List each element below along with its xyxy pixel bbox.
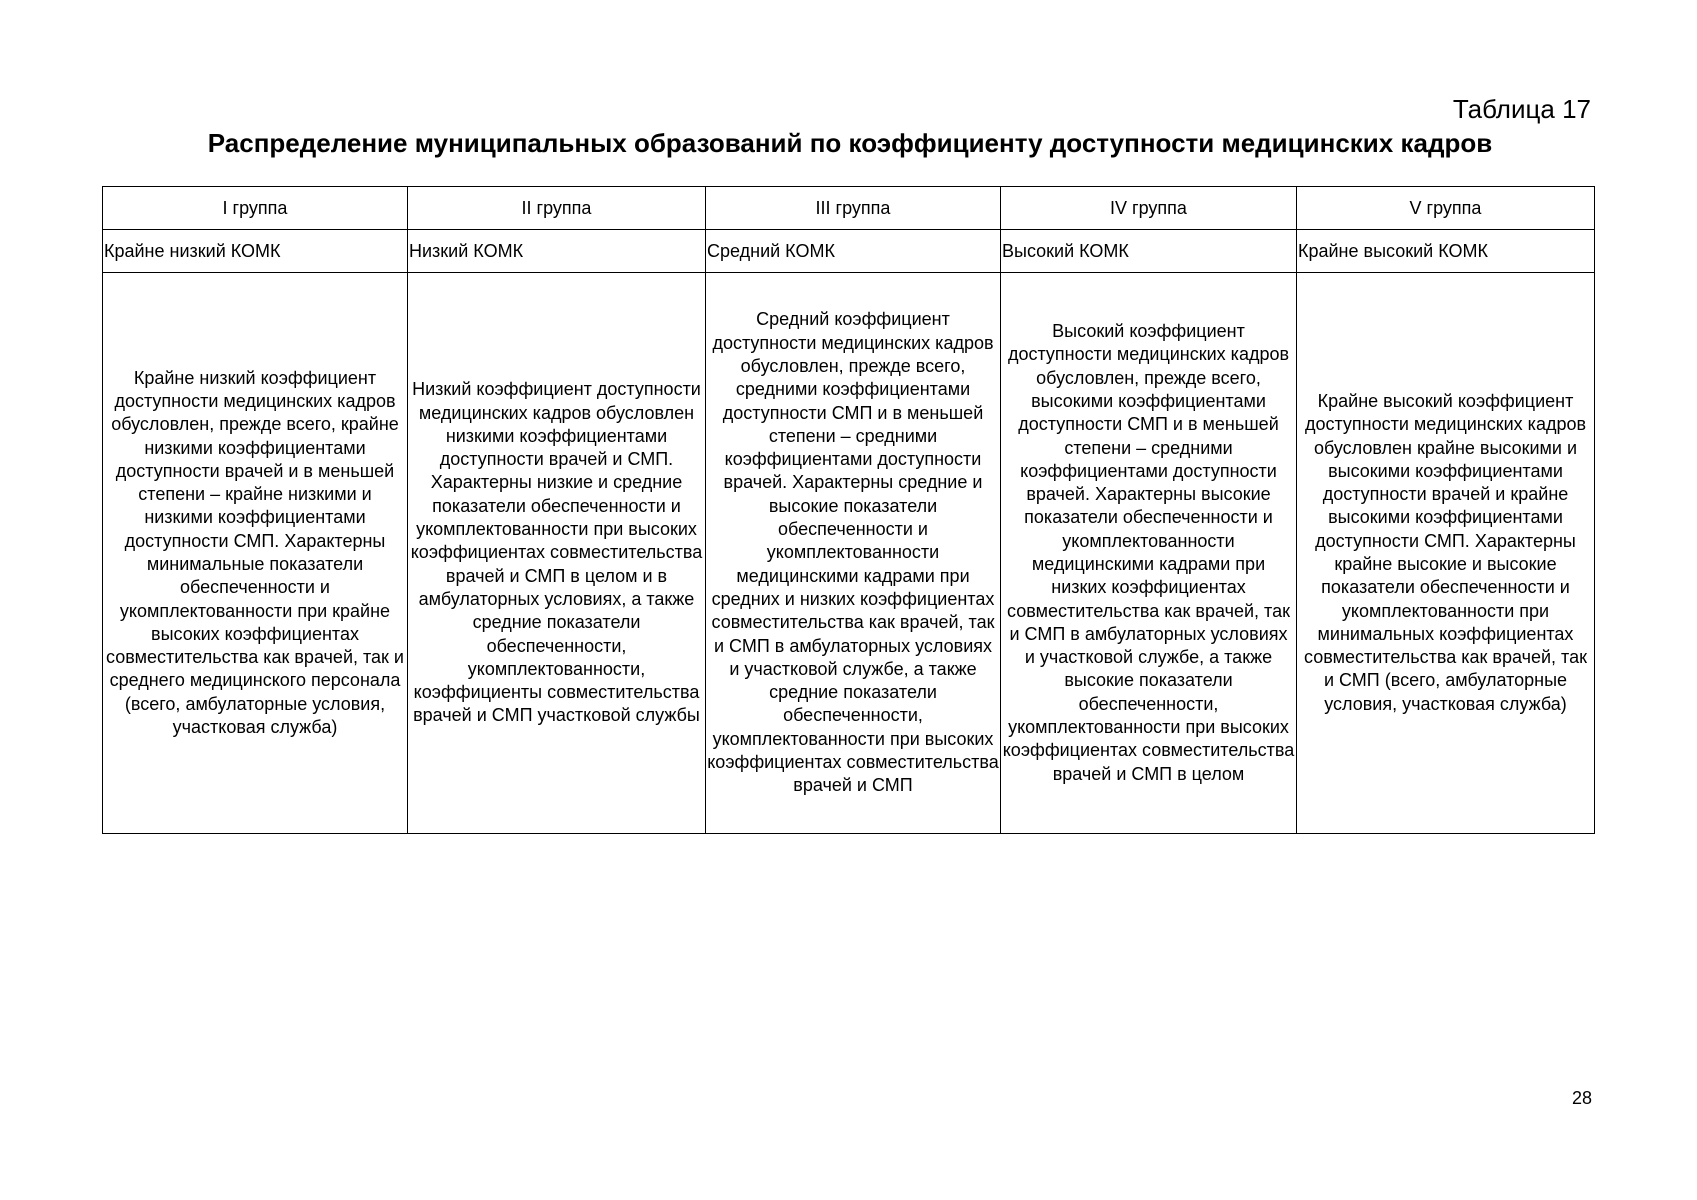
group-3-header: III группа: [706, 187, 1001, 230]
group-2-description: Низкий коэффициент доступности медицинских кадров обусловлен низкими коэффициентами доступности врачей и СМП. Характерны низкие и средние показатели обеспеченности и укомплектованности при высоких коэффициентах совместительства врачей и СМП в целом и в амбулаторных условиях, а также средние показатели обеспеченности, укомплектованности, коэффициенты совместительства врачей и СМП участковой службы: [408, 273, 706, 834]
table-header-row: [103, 187, 1595, 230]
group-2-level: Низкий КОМК: [408, 230, 706, 273]
level-row: [103, 230, 1595, 273]
group-1-level: Крайне низкий КОМК: [103, 230, 408, 273]
description-row: [103, 273, 1595, 834]
group-5-level: Крайне высокий КОМК: [1297, 230, 1595, 273]
group-5-header: V группа: [1297, 187, 1595, 230]
group-3-level: Средний КОМК: [706, 230, 1001, 273]
group-4-header: IV группа: [1001, 187, 1297, 230]
group-2-header: II группа: [408, 187, 706, 230]
group-5-description: Крайне высокий коэффициент доступности медицинских кадров обусловлен крайне высокими и высокими коэффициентами доступности врачей и крайне высокими коэффициентами доступности СМП. Характерны крайне высокие и высокие показатели обеспеченности и укомплектованности при минимальных коэффициентах совместительства как врачей, так и СМП (всего, амбулаторные условия, участковая служба): [1297, 273, 1595, 834]
group-3-description: Средний коэффициент доступности медицинских кадров обусловлен, прежде всего, средними коэффициентами доступности СМП и в меньшей степени – средними коэффициентами доступности врачей. Характерны средние и высокие показатели обеспеченности и укомплектованности медицинскими кадрами при средних и низких коэффициентах совместительства как врачей, так и СМП в амбулаторных условиях и участковой службе, а также средние показатели обеспеченности, укомплектованности при высоких коэффициентах совместительства врачей и СМП: [706, 273, 1001, 834]
table-number: Таблица 17: [1452, 94, 1591, 124]
groups-table: [102, 186, 1595, 834]
group-1-header: I группа: [103, 187, 408, 230]
group-4-description: Высокий коэффициент доступности медицинских кадров обусловлен, прежде всего, высокими коэффициентами доступности СМП и в меньшей степени – средними коэффициентами доступности врачей. Характерны высокие показатели обеспеченности и укомплектованности медицинскими кадрами при низких коэффициентах совместительства как врачей, так и СМП в амбулаторных условиях и участковой службе, а также высокие показатели обеспеченности, укомплектованности при высоких коэффициентах совместительства врачей и СМП в целом: [1001, 273, 1297, 834]
group-1-description: Крайне низкий коэффициент доступности медицинских кадров обусловлен, прежде всего, крайне низкими коэффициентами доступности врачей и в меньшей степени – крайне низкими и низкими коэффициентами доступности СМП. Характерны минимальные показатели обеспеченности и укомплектованности при крайне высоких коэффициентах совместительства как врачей, так и среднего медицинского персонала (всего, амбулаторные условия, участковая служба): [103, 273, 408, 834]
table-title: Распределение муниципальных образований по коэффициенту доступности медицинских кадров: [207, 128, 1493, 158]
page-number: 28: [1571, 1088, 1592, 1108]
group-4-level: Высокий КОМК: [1001, 230, 1297, 273]
